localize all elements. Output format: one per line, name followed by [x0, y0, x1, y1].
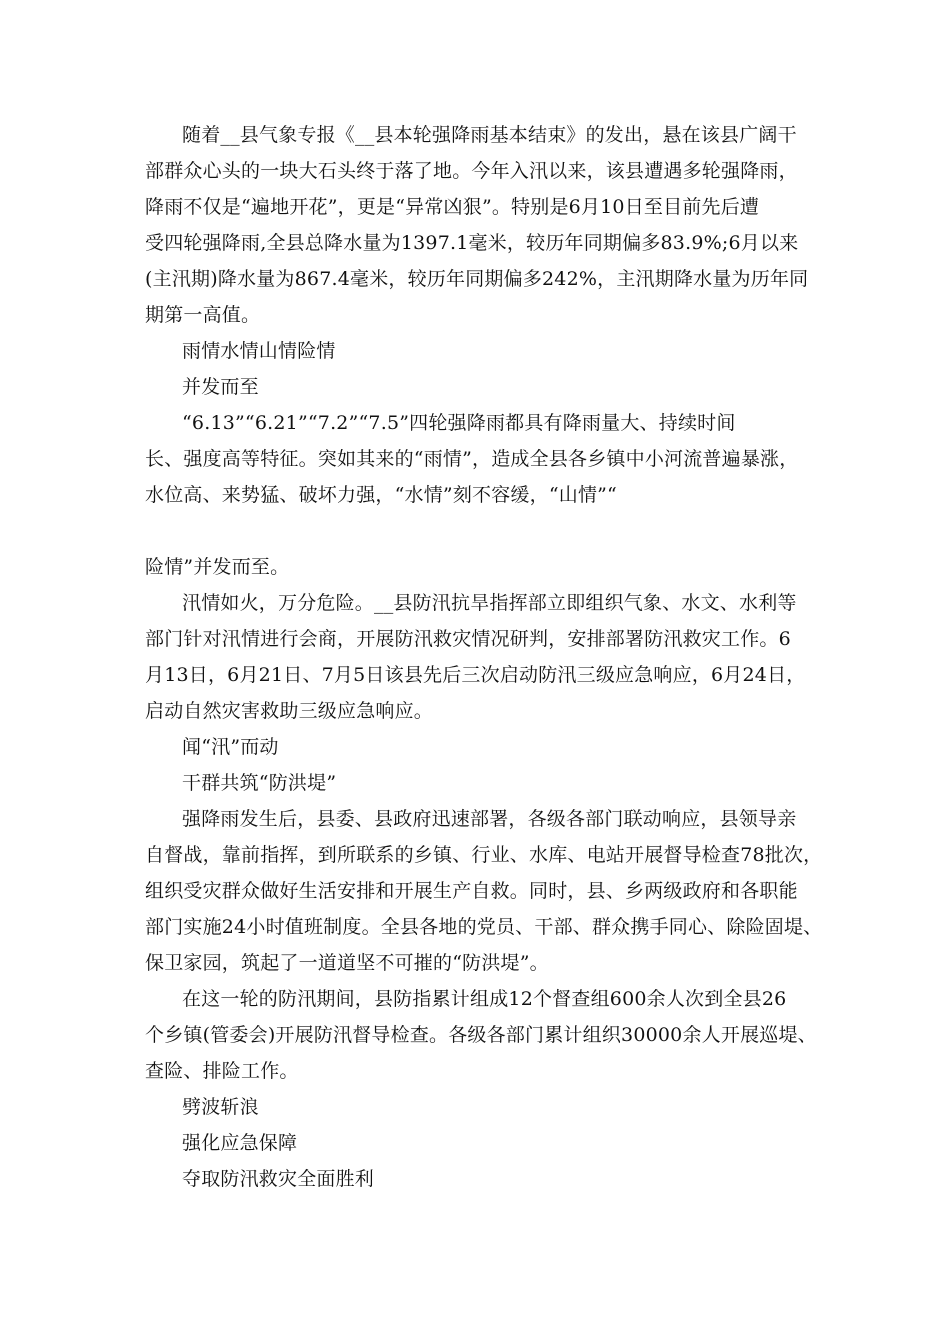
- section-heading: 劈波斩浪: [182, 1096, 259, 1118]
- paragraph-line: 组织受灾群众做好生活安排和开展生产自救。同时，县、乡两级政府和各职能: [145, 880, 798, 902]
- paragraph-line: 部群众心头的一块大石头终于落了地。今年入汛以来，该县遭遇多轮强降雨，: [145, 160, 798, 182]
- paragraph-line: 降雨不仅是“遍地开花”，更是“异常凶狠”。特别是6月10日至目前先后遭: [145, 196, 760, 218]
- section-heading: 并发而至: [182, 376, 259, 398]
- paragraph-line: 汛情如火，万分危险。__县防汛抗旱指挥部立即组织气象、水文、水利等: [182, 592, 797, 614]
- paragraph-line: 部门实施24小时值班制度。全县各地的党员、干部、群众携手同心、除险固堤、: [145, 916, 823, 938]
- paragraph-line: 查险、排险工作。: [145, 1060, 299, 1082]
- paragraph-line: 随着__县气象专报《__县本轮强降雨基本结束》的发出，悬在该县广阔干: [182, 124, 797, 146]
- paragraph-line: 自督战，靠前指挥，到所联系的乡镇、行业、水库、电站开展督导检查78批次，: [145, 844, 823, 866]
- paragraph-line: 受四轮强降雨,全县总降水量为1397.1毫米，较历年同期偏多83.9%;6月以来: [145, 232, 799, 254]
- section-heading: 夺取防汛救灾全面胜利: [182, 1168, 375, 1190]
- paragraph-line: 期第一高值。: [145, 304, 261, 326]
- paragraph-line: “6.13”“6.21”“7.2”“7.5”四轮强降雨都具有降雨量大、持续时间: [182, 412, 736, 434]
- paragraph-line: 水位高、来势猛、破坏力强，“水情”刻不容缓，“山情”“: [145, 484, 617, 506]
- section-heading: 雨情水情山情险情: [182, 340, 336, 362]
- paragraph-line: 启动自然灾害救助三级应急响应。: [145, 700, 434, 722]
- paragraph-line: 月13日，6月21日、7月5日该县先后三次启动防汛三级应急响应，6月24日，: [145, 664, 806, 686]
- paragraph-line: 强降雨发生后，县委、县政府迅速部署，各级各部门联动响应，县领导亲: [182, 808, 797, 830]
- paragraph-line: 长、强度高等特征。突如其来的“雨情”，造成全县各乡镇中小河流普遍暴涨，: [145, 448, 799, 470]
- section-heading: 闻“汛”而动: [182, 736, 279, 758]
- paragraph-line: 个乡镇(管委会)开展防汛督导检查。各级各部门累计组织30000余人开展巡堤、: [145, 1024, 817, 1046]
- section-heading: 强化应急保障: [182, 1132, 298, 1154]
- paragraph-line: 部门针对汛情进行会商，开展防汛救灾情况研判，安排部署防汛救灾工作。6: [145, 628, 791, 650]
- paragraph-line: 险情”并发而至。: [145, 556, 290, 578]
- section-heading: 干群共筑“防洪堤”: [182, 772, 337, 794]
- paragraph-line: 在这一轮的防汛期间，县防指累计组成12个督查组600余人次到全县26: [182, 988, 787, 1010]
- paragraph-line: 保卫家园，筑起了一道道坚不可摧的“防洪堤”。: [145, 952, 549, 974]
- paragraph-line: (主汛期)降水量为867.4毫米，较历年同期偏多242%，主汛期降水量为历年同: [145, 268, 809, 290]
